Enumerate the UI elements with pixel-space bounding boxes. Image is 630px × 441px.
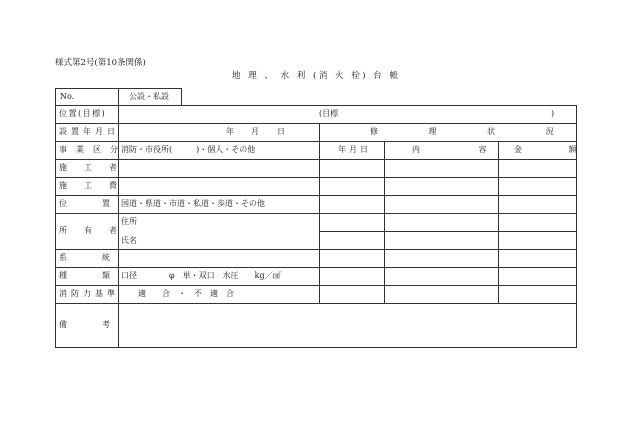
- position-value: 国道・県道・市道・私道・歩道・その他: [121, 199, 265, 208]
- owner-name-label: 氏名: [121, 236, 137, 245]
- row-line: [55, 303, 577, 304]
- install-date-label: 設置年月日: [59, 127, 119, 136]
- install-date-month: 月: [251, 127, 259, 136]
- table-bottom-border: [55, 347, 577, 348]
- location-label: 位置(目標): [59, 109, 107, 118]
- repair-amount-header: 金 額: [514, 145, 599, 154]
- tab-right-border: [181, 88, 182, 105]
- standard-value: 適 合 ・ 不 適 合: [138, 289, 234, 298]
- system-label: 系統: [59, 253, 145, 262]
- no-label: No.: [60, 92, 75, 101]
- table-top-border: [55, 88, 119, 89]
- repair-status-label: 修 理 状 況: [370, 127, 578, 136]
- owner-address-label: 住所: [121, 217, 137, 226]
- repair-date-divider: [384, 141, 385, 303]
- public-private-tab: 公設・私設: [129, 92, 169, 101]
- repair-column-divider: [319, 123, 320, 303]
- install-date-year: 年: [226, 127, 234, 136]
- repair-content-divider: [498, 141, 499, 303]
- table-left-border: [55, 88, 56, 348]
- business-division-value: 消防・市役所( )・個人・その他: [121, 145, 256, 154]
- location-value-prefix: (目標: [319, 109, 339, 118]
- location-value-suffix: ): [551, 109, 555, 118]
- repair-date-header: 年月日: [338, 145, 371, 154]
- table-right-border: [576, 105, 577, 348]
- row-line: [55, 105, 577, 106]
- position-label: 位置: [59, 199, 145, 208]
- contractor-label: 施工者: [59, 163, 134, 172]
- standard-label: 消防力基準: [59, 289, 119, 298]
- business-division-label: 事業区分: [59, 145, 127, 154]
- owner-label: 所有者: [59, 226, 134, 235]
- type-value: 口径 φ 単・双口 水圧 kg／㎠: [121, 271, 281, 280]
- form-number: 様式第2号(第10条関係): [55, 58, 146, 68]
- row-line: [55, 123, 577, 124]
- install-date-day: 日: [277, 127, 285, 136]
- repair-content-header: 内 容: [412, 145, 515, 154]
- ledger-title: 地 理 、 水 利 (消 火 栓) 台 帳: [232, 71, 401, 81]
- type-label: 種類: [59, 271, 145, 280]
- remarks-label: 備考: [59, 320, 145, 329]
- row-line-partial: [319, 231, 577, 232]
- construction-cost-label: 施工費: [59, 181, 134, 190]
- tab-top-border: [118, 88, 182, 89]
